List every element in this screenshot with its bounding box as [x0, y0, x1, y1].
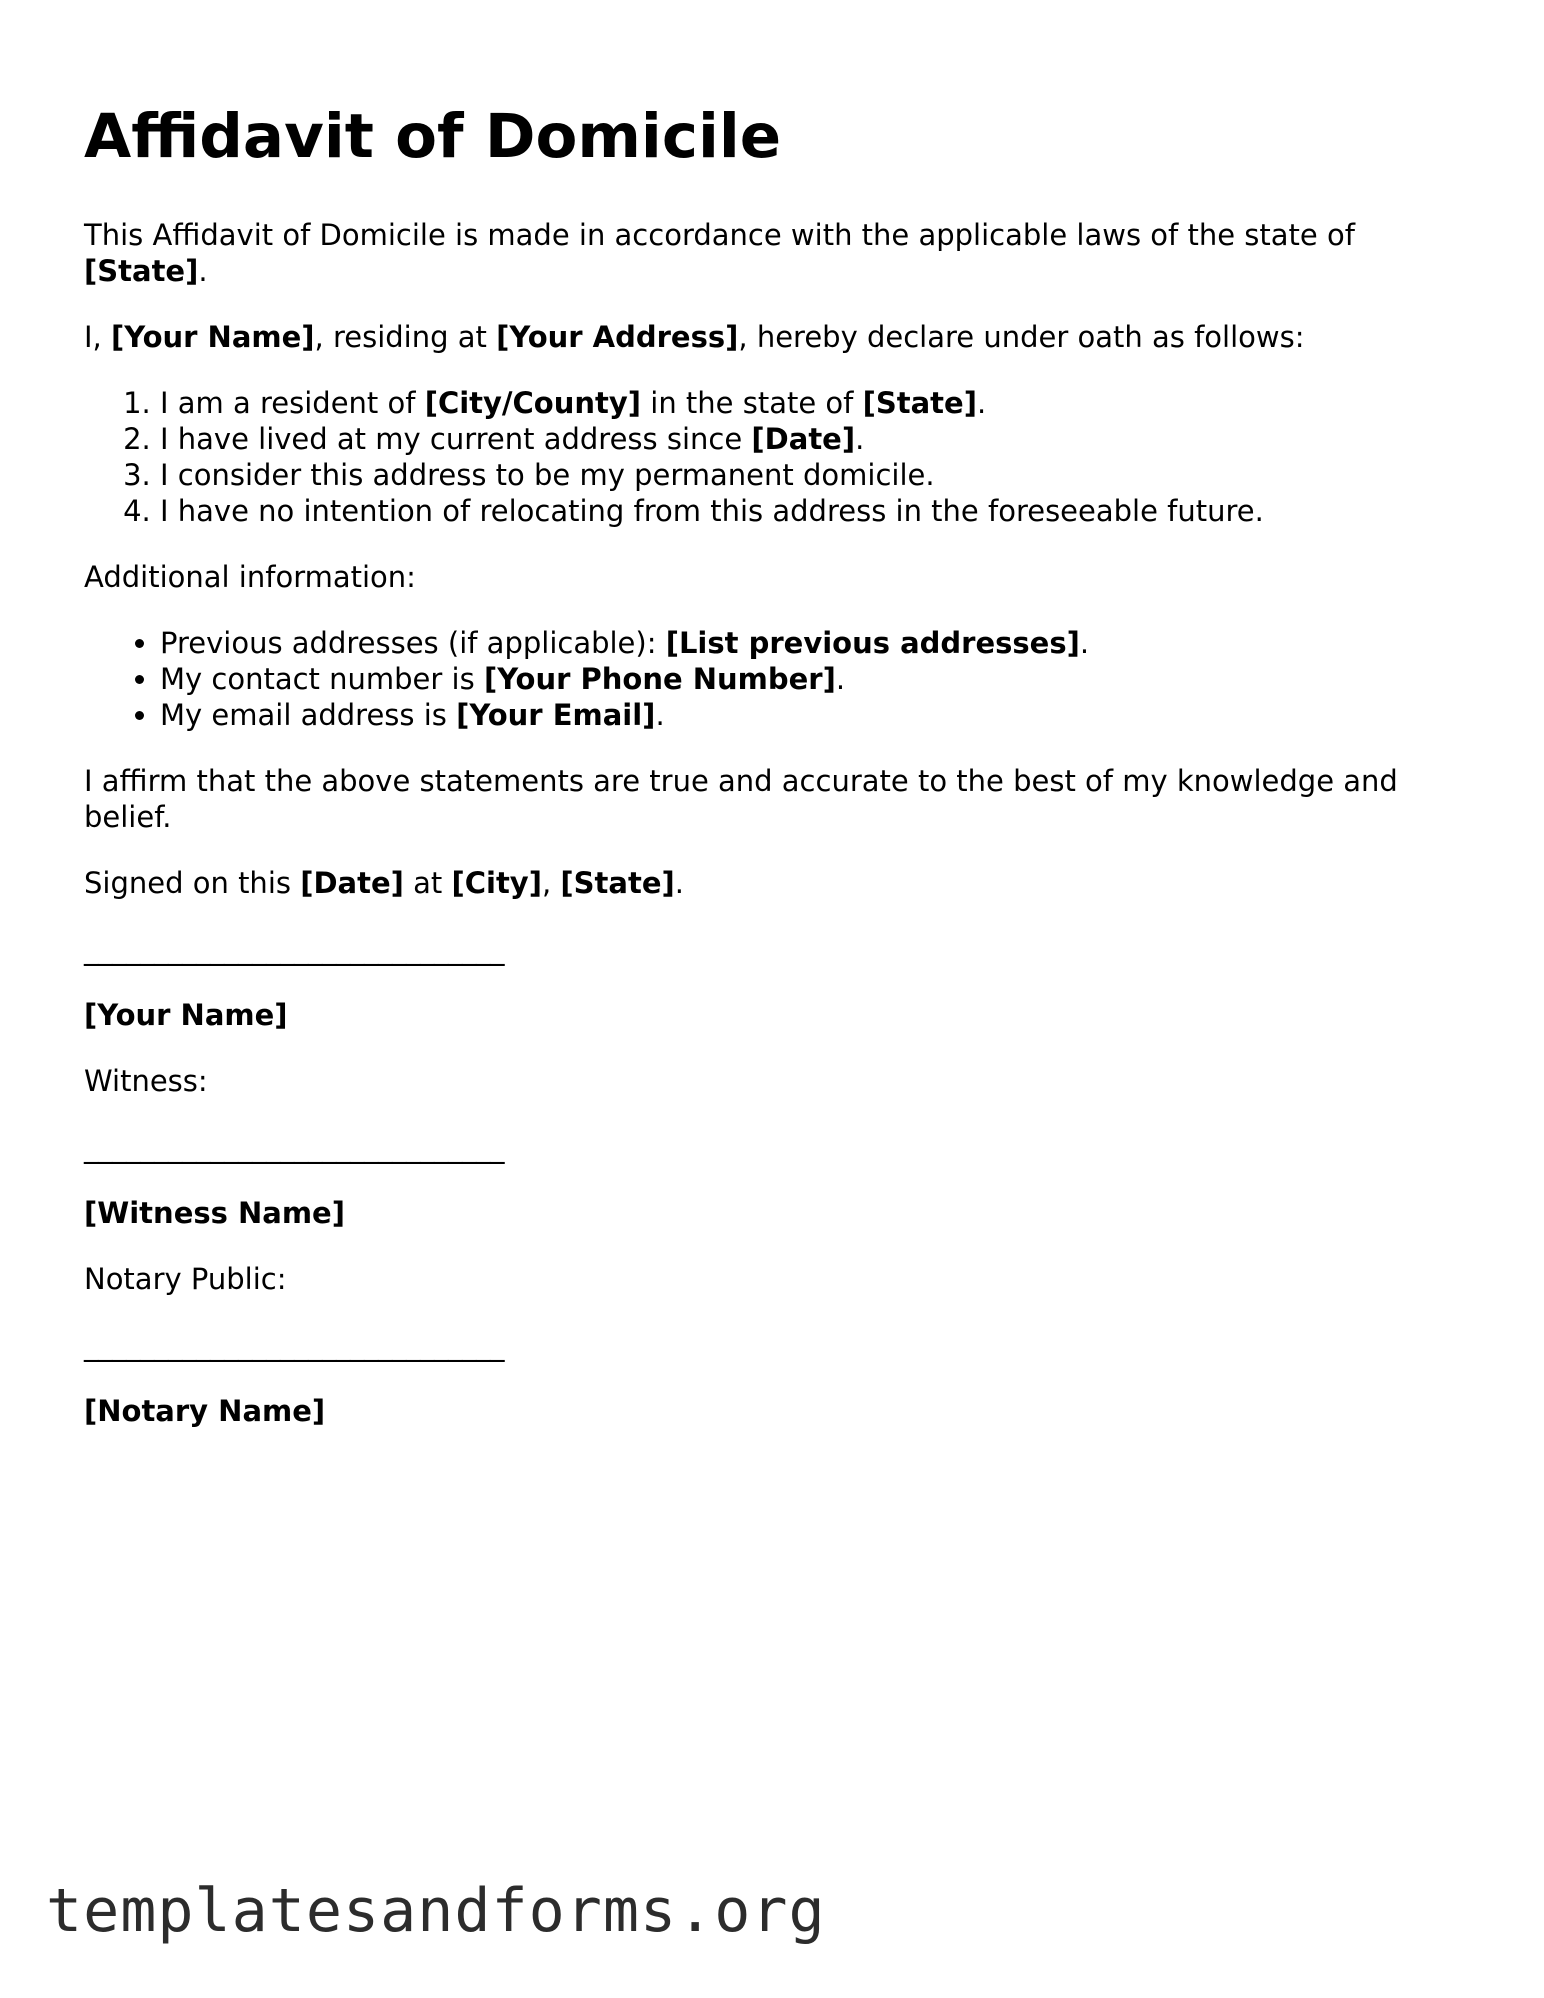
list-item: • Previous addresses (if applicable): [List previous addresses].: [160, 625, 1484, 661]
email-placeholder: [Your Email]: [456, 698, 656, 733]
list-item: 2. I have lived at my current address since [Date].: [160, 421, 1484, 457]
document: [84, 100, 1484, 1459]
intro-state-placeholder: [State]: [84, 254, 199, 289]
witness-signature-line: ______________________________: [84, 1130, 504, 1165]
affirmation-paragraph: I affirm that the above statements are true and accurate to the best of my knowledge and belief.: [84, 764, 1398, 835]
watermark: templatesandforms.org: [46, 1876, 826, 1946]
signed-date-placeholder: [Date]: [300, 866, 404, 901]
signed-state-placeholder: [State]: [560, 866, 675, 901]
intro-text: This Affidavit of Domicile is made in accordance with the applicable laws of the state of: [84, 218, 1355, 253]
list-item: 1. I am a resident of [City/County] in the state of [State].: [160, 385, 1484, 421]
notary-signature-line: ______________________________: [84, 1328, 504, 1363]
declaration-paragraph: I, [Your Name], residing at [Your Address], hereby declare under oath as follows:: [84, 320, 1305, 355]
declarant-address-placeholder: [Your Address]: [496, 320, 739, 355]
statements-list: [84, 385, 1484, 529]
list-item: 3. I consider this address to be my permanent domicile.: [160, 457, 1484, 493]
signed-city-placeholder: [City]: [451, 866, 542, 901]
signed-paragraph: Signed on this [Date] at [City], [State].: [84, 866, 684, 901]
previous-addresses-placeholder: [List previous addresses]: [665, 626, 1080, 661]
notary-label: Notary Public:: [84, 1262, 287, 1297]
list-item: • My contact number is [Your Phone Number].: [160, 661, 1484, 697]
list-item: • My email address is [Your Email].: [160, 697, 1484, 733]
date-placeholder: [Date]: [751, 422, 856, 457]
additional-info-heading: Additional information:: [84, 560, 416, 595]
additional-info-list: [84, 625, 1484, 733]
phone-placeholder: [Your Phone Number]: [483, 662, 836, 697]
city-county-placeholder: [City/County]: [424, 386, 642, 421]
witness-label: Witness:: [84, 1064, 208, 1099]
witness-name: [Witness Name]: [84, 1196, 345, 1231]
notary-name: [Notary Name]: [84, 1394, 326, 1429]
state-placeholder: [State]: [862, 386, 977, 421]
declarant-name-placeholder: [Your Name]: [111, 320, 315, 355]
signature-line: ______________________________: [84, 932, 504, 967]
page-title: Affidavit of Domicile: [84, 101, 782, 172]
signer-name: [Your Name]: [84, 998, 288, 1033]
intro-paragraph: This Affidavit of Domicile is made in accordance with the applicable laws of the state of [State].: [84, 218, 1355, 289]
list-item: 4. I have no intention of relocating from this address in the foreseeable future.: [160, 493, 1484, 529]
